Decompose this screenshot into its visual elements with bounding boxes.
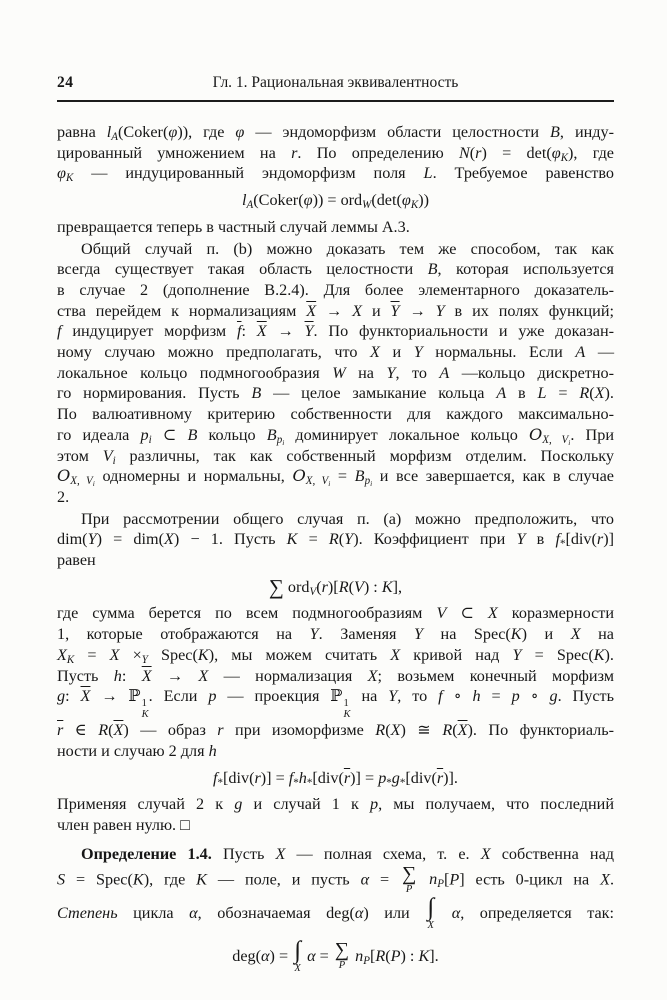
formula-line: ∑ ord$_V$(r)[R(V) : K],	[268, 574, 403, 599]
formula-line: $f_*[div(r)] = f_*h_*[div(\overline{r})] = p_*g_*[div(\overline{r})]$.	[213, 768, 458, 789]
text-line: цированный умножением на r. По определению $N(r) = \det(\varphi_K)$, где	[57, 143, 614, 164]
text-line: $\overline{r}$ ∈ $R(\overline{X})$ — образ r при изоморфизме R(X) ≅ $R(\overline{X})$. По функториаль-	[57, 721, 614, 740]
paragraph-2	[57, 239, 614, 508]
text-line: член равен нулю. □	[57, 816, 190, 835]
text-line: Степень цикла α, обозначаемая deg(α) или ∫ X α, определяется так:	[57, 894, 615, 932]
text-line: превращается теперь в частный случай леммы А.3.	[57, 217, 410, 236]
paragraph-definition-1-4	[57, 844, 614, 975]
text-line: го идеала $p_i$ ⊂ B кольцо $B_{p_i}$ доминирует локальное кольцо $O_{X, V_i}$. При	[57, 424, 614, 447]
text-line: S = Spec(K), где K — поле, и пусть α = ∑ P $n_P[P]$ есть 0-цикл на X.	[57, 862, 614, 895]
text-line: 1, которые отображаются на Y. Заменяя Y на Spec(K) и X на	[57, 625, 614, 644]
page-number: 24	[57, 74, 74, 91]
text-line: равен	[57, 551, 96, 570]
formula-line: deg(α) = ∫ X α = ∑ P $n_P[R(P)$ : K].	[232, 936, 439, 974]
page-header	[57, 74, 614, 102]
text-line: в случае 2 (дополнение В.2.4). Для более элементарного доказатель-	[57, 280, 614, 299]
text-line: f индуцирует морфизм $\overline{f}$: $\overline{X} \to \overline{Y}$. По функториальности и уже доказан-	[57, 322, 615, 341]
text-line: Определение 1.4. Пусть X — полная схема, т. е. X собственна над	[81, 844, 614, 863]
text-line: ности и случаю 2 для h	[57, 742, 217, 761]
text-line: где сумма берется по всем подмногообразиям V ⊂ X коразмерности	[57, 604, 614, 623]
text-line: По валюативному критерию собственности для каждого максимально-	[57, 405, 614, 424]
text-line: всегда существует такая область целостности B, которая используется	[57, 260, 614, 279]
formula-line: $l_A(Coker(\varphi)) = ord_W(\det(\varphi_K))$	[242, 191, 429, 211]
text-line: $O_{X, V_i}$ одномерны и нормальны, $O_{X, V_i} = B_{p_i}$ и все завершается, как в случае	[57, 466, 614, 488]
text-line: $\varphi_K$ — индуцированный эндоморфизм поля L. Требуемое равенство	[57, 164, 615, 185]
text-line: dim(Y) = dim(X) − 1. Пусть K = R(Y). Коэффициент при Y в $f_*[div(r)]$	[57, 530, 614, 551]
text-line: ному случаю можно предполагать, что X и Y нормальны. Если A —	[57, 343, 614, 362]
text-line: этом $V_i$ различны, так как собственный морфизм отделим. Поскольку	[57, 446, 614, 467]
running-title: Гл. 1. Рациональная эквивалентность	[212, 74, 459, 91]
text-line: ства перейдем к нормализациям $\overline{X} \to X$ и $\overline{Y} \to Y$ в их полях функций;	[57, 301, 614, 320]
text-line: го нормирования. Пусть B — целое замыкание кольца A в L = R(X).	[57, 384, 614, 403]
text-line: Общий случай п. (b) можно доказать тем же способом, так как	[81, 239, 614, 258]
text-line: локальное кольцо подмногообразия W на Y, то A —кольцо дискретно-	[57, 363, 614, 382]
body-text	[57, 122, 614, 975]
text-line: равна $l_A(Coker(\varphi))$, где φ — эндоморфизм области целостности B, инду-	[57, 123, 614, 143]
text-line: Пусть h: $\overline{X} \to X$ — нормализация X; возьмем конечный морфизм	[57, 666, 614, 685]
text-line: Применяя случай 2 к g и случай 1 к p, мы получаем, что последний	[57, 795, 614, 814]
text-line: $X_K = X \times_Y$ Spec(K), мы можем считать X кривой над Y = Spec(K).	[57, 645, 614, 666]
paragraph-1	[57, 122, 614, 238]
text-line: g: $\overline{X}$ → ℙ 1 K . Если p — проекция ℙ 1 K на Y, то f ∘ h = p ∘ g. Пусть	[57, 687, 614, 721]
page-content	[57, 74, 614, 981]
paragraph-3	[57, 509, 614, 836]
text-line: 2.	[57, 487, 70, 506]
text-line: При рассмотрении общего случая п. (а) можно предположить, что	[81, 509, 614, 528]
